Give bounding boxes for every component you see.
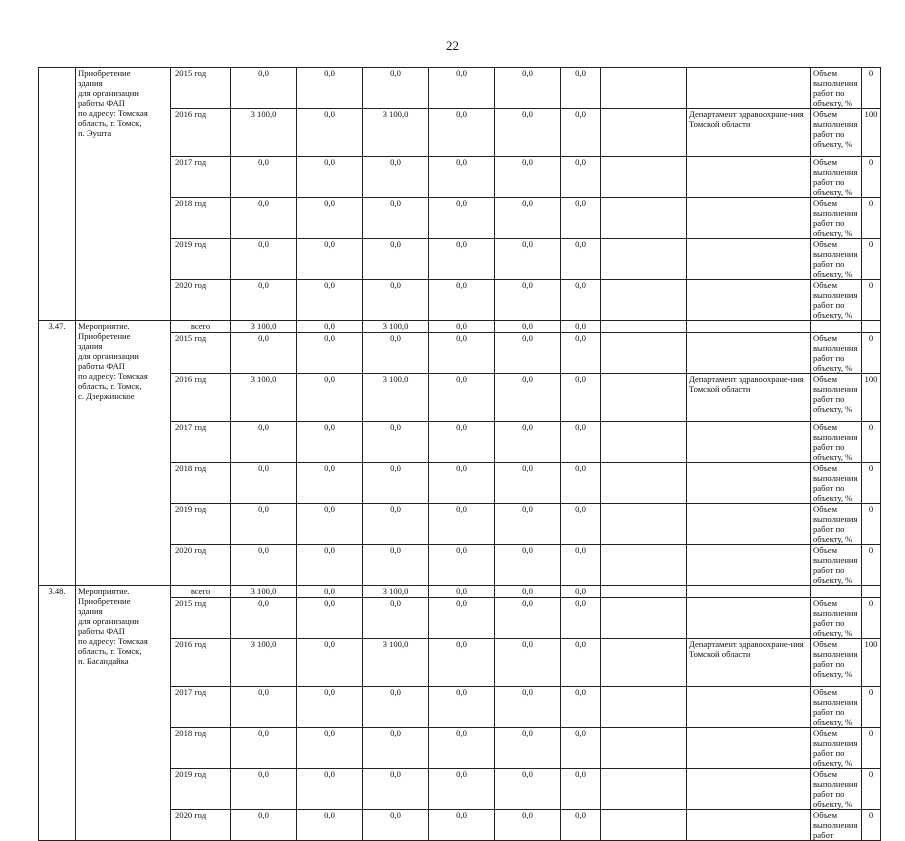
amount-cell: 0,0 (429, 109, 495, 157)
item-number (39, 68, 76, 321)
amount-cell: 0,0 (297, 687, 363, 728)
empty-cell (601, 333, 687, 374)
amount-cell: 0,0 (363, 728, 429, 769)
amount-cell: 0,0 (561, 157, 601, 198)
item-name: Приобретение здания для организации работы ФАП по адресу: Томская область, г. Томск, п. Эушта (76, 68, 171, 321)
amount-cell: 0,0 (297, 545, 363, 586)
department-cell (687, 504, 811, 545)
amount-cell: 0,0 (561, 422, 601, 463)
empty-cell (601, 504, 687, 545)
indicator-value: 100 (862, 374, 881, 422)
table-row (39, 321, 881, 333)
item-number: 3.47. (39, 321, 76, 586)
amount-cell: 3 100,0 (231, 374, 297, 422)
amount-cell: 0,0 (495, 374, 561, 422)
empty-cell (601, 422, 687, 463)
amount-cell: 0,0 (495, 810, 561, 841)
indicator-cell: Объем выполнения работ по объекту, % (811, 374, 862, 422)
amount-cell: 0,0 (231, 333, 297, 374)
item-name: Мероприятие. Приобретение здания для организации работы ФАП по адресу: Томская область, г. Томск, с. Дзержинское (76, 321, 171, 586)
amount-cell: 0,0 (231, 198, 297, 239)
table-body (39, 68, 881, 841)
indicator-value: 100 (862, 109, 881, 157)
indicator-cell: Объем выполнения работ по объекту, % (811, 728, 862, 769)
amount-cell: 0,0 (297, 374, 363, 422)
amount-cell: 0,0 (297, 463, 363, 504)
year-cell: 2015 год (171, 68, 231, 109)
amount-cell: 0,0 (429, 728, 495, 769)
amount-cell: 0,0 (429, 504, 495, 545)
year-cell: 2016 год (171, 639, 231, 687)
item-name: Мероприятие. Приобретение здания для организации работы ФАП по адресу: Томская область, г. Томск, п. Басандайка (76, 586, 171, 841)
amount-cell: 0,0 (561, 198, 601, 239)
amount-cell: 0,0 (231, 463, 297, 504)
amount-cell: 3 100,0 (231, 109, 297, 157)
empty-cell (601, 321, 687, 333)
department-cell (687, 687, 811, 728)
indicator-value: 0 (862, 239, 881, 280)
amount-cell: 0,0 (363, 422, 429, 463)
amount-cell: 0,0 (297, 321, 363, 333)
amount-cell: 0,0 (561, 463, 601, 504)
indicator-value: 0 (862, 68, 881, 109)
year-cell: 2015 год (171, 333, 231, 374)
department-cell (687, 333, 811, 374)
department-cell (687, 68, 811, 109)
indicator-cell (811, 321, 862, 333)
amount-cell: 0,0 (231, 280, 297, 321)
amount-cell: 0,0 (561, 280, 601, 321)
indicator-cell: Объем выполнения работ по объекту, % (811, 545, 862, 586)
amount-cell: 0,0 (495, 239, 561, 280)
empty-cell (601, 109, 687, 157)
department-cell: Департамент здравоохране-ния Томской области (687, 374, 811, 422)
empty-cell (601, 68, 687, 109)
program-table (38, 67, 881, 841)
amount-cell: 0,0 (231, 157, 297, 198)
amount-cell: 0,0 (561, 321, 601, 333)
amount-cell: 0,0 (231, 769, 297, 810)
year-cell: всего (171, 586, 231, 598)
amount-cell: 0,0 (495, 769, 561, 810)
indicator-cell: Объем выполнения работ по объекту, % (811, 598, 862, 639)
amount-cell: 0,0 (495, 586, 561, 598)
indicator-cell: Объем выполнения работ по объекту, % (811, 333, 862, 374)
amount-cell: 0,0 (495, 463, 561, 504)
indicator-value: 0 (862, 545, 881, 586)
year-cell: 2018 год (171, 463, 231, 504)
amount-cell: 0,0 (363, 157, 429, 198)
year-cell: 2020 год (171, 810, 231, 841)
indicator-value: 0 (862, 280, 881, 321)
year-cell: 2016 год (171, 109, 231, 157)
amount-cell: 0,0 (561, 639, 601, 687)
year-cell: 2020 год (171, 545, 231, 586)
indicator-cell: Объем выполнения работ по объекту, % (811, 157, 862, 198)
amount-cell: 0,0 (297, 239, 363, 280)
year-cell: всего (171, 321, 231, 333)
amount-cell: 0,0 (363, 598, 429, 639)
amount-cell: 0,0 (231, 728, 297, 769)
indicator-value: 0 (862, 504, 881, 545)
page-number: 22 (446, 38, 459, 53)
empty-cell (601, 586, 687, 598)
empty-cell (601, 769, 687, 810)
amount-cell: 3 100,0 (231, 321, 297, 333)
amount-cell: 0,0 (561, 728, 601, 769)
department-cell (687, 280, 811, 321)
amount-cell: 0,0 (363, 545, 429, 586)
amount-cell: 0,0 (429, 157, 495, 198)
department-cell (687, 598, 811, 639)
amount-cell: 0,0 (363, 769, 429, 810)
indicator-cell (811, 586, 862, 598)
department-cell (687, 157, 811, 198)
amount-cell: 0,0 (561, 598, 601, 639)
amount-cell: 0,0 (495, 598, 561, 639)
indicator-value: 0 (862, 463, 881, 504)
indicator-cell: Объем выполнения работ (811, 810, 862, 841)
empty-cell (601, 374, 687, 422)
amount-cell: 0,0 (363, 504, 429, 545)
amount-cell: 0,0 (363, 463, 429, 504)
indicator-cell: Объем выполнения работ по объекту, % (811, 68, 862, 109)
amount-cell: 0,0 (363, 810, 429, 841)
year-cell: 2017 год (171, 157, 231, 198)
amount-cell: 0,0 (495, 157, 561, 198)
department-cell (687, 463, 811, 504)
amount-cell: 0,0 (495, 422, 561, 463)
amount-cell: 0,0 (429, 422, 495, 463)
amount-cell: 0,0 (429, 321, 495, 333)
indicator-value: 0 (862, 333, 881, 374)
department-cell (687, 545, 811, 586)
amount-cell: 0,0 (429, 687, 495, 728)
amount-cell: 0,0 (429, 333, 495, 374)
amount-cell: 0,0 (561, 504, 601, 545)
amount-cell: 0,0 (495, 109, 561, 157)
amount-cell: 0,0 (495, 68, 561, 109)
amount-cell: 0,0 (297, 198, 363, 239)
year-cell: 2015 год (171, 598, 231, 639)
department-cell (687, 239, 811, 280)
indicator-value: 0 (862, 769, 881, 810)
department-cell (687, 198, 811, 239)
amount-cell: 0,0 (429, 280, 495, 321)
indicator-cell: Объем выполнения работ по объекту, % (811, 198, 862, 239)
indicator-value: 0 (862, 728, 881, 769)
amount-cell: 3 100,0 (363, 109, 429, 157)
indicator-cell: Объем выполнения работ по объекту, % (811, 504, 862, 545)
amount-cell: 0,0 (297, 810, 363, 841)
amount-cell: 0,0 (363, 687, 429, 728)
year-cell: 2018 год (171, 728, 231, 769)
indicator-cell: Объем выполнения работ по объекту, % (811, 109, 862, 157)
department-cell (687, 728, 811, 769)
amount-cell: 0,0 (231, 68, 297, 109)
amount-cell: 0,0 (561, 586, 601, 598)
amount-cell: 0,0 (363, 68, 429, 109)
empty-cell (601, 463, 687, 504)
amount-cell: 0,0 (297, 586, 363, 598)
department-cell (687, 422, 811, 463)
amount-cell: 0,0 (429, 198, 495, 239)
amount-cell: 0,0 (297, 728, 363, 769)
amount-cell: 3 100,0 (363, 639, 429, 687)
amount-cell: 0,0 (495, 687, 561, 728)
indicator-value: 0 (862, 598, 881, 639)
year-cell: 2016 год (171, 374, 231, 422)
amount-cell: 0,0 (429, 374, 495, 422)
amount-cell: 0,0 (561, 545, 601, 586)
amount-cell: 0,0 (297, 769, 363, 810)
empty-cell (601, 728, 687, 769)
amount-cell: 0,0 (429, 769, 495, 810)
empty-cell (601, 810, 687, 841)
year-cell: 2019 год (171, 239, 231, 280)
empty-cell (601, 157, 687, 198)
department-cell (687, 586, 811, 598)
amount-cell: 0,0 (363, 239, 429, 280)
amount-cell: 0,0 (495, 639, 561, 687)
amount-cell: 0,0 (495, 333, 561, 374)
empty-cell (601, 545, 687, 586)
amount-cell: 0,0 (495, 321, 561, 333)
year-cell: 2019 год (171, 504, 231, 545)
amount-cell: 0,0 (429, 68, 495, 109)
indicator-value: 0 (862, 810, 881, 841)
indicator-cell: Объем выполнения работ по объекту, % (811, 463, 862, 504)
indicator-value: 0 (862, 198, 881, 239)
indicator-value: 100 (862, 639, 881, 687)
amount-cell: 0,0 (495, 728, 561, 769)
year-cell: 2017 год (171, 422, 231, 463)
amount-cell: 0,0 (429, 639, 495, 687)
amount-cell: 0,0 (297, 598, 363, 639)
year-cell: 2017 год (171, 687, 231, 728)
amount-cell: 0,0 (561, 68, 601, 109)
year-cell: 2019 год (171, 769, 231, 810)
amount-cell: 0,0 (429, 598, 495, 639)
department-cell: Департамент здравоохране-ния Томской области (687, 109, 811, 157)
indicator-value: 0 (862, 422, 881, 463)
indicator-cell: Объем выполнения работ по объекту, % (811, 769, 862, 810)
amount-cell: 0,0 (231, 239, 297, 280)
amount-cell: 0,0 (297, 333, 363, 374)
amount-cell: 0,0 (363, 198, 429, 239)
amount-cell: 3 100,0 (363, 374, 429, 422)
indicator-value (862, 321, 881, 333)
amount-cell: 0,0 (495, 504, 561, 545)
year-cell: 2020 год (171, 280, 231, 321)
indicator-value (862, 586, 881, 598)
amount-cell: 0,0 (297, 109, 363, 157)
amount-cell: 0,0 (561, 687, 601, 728)
amount-cell: 0,0 (561, 810, 601, 841)
amount-cell: 0,0 (297, 422, 363, 463)
amount-cell: 0,0 (561, 109, 601, 157)
amount-cell: 0,0 (429, 239, 495, 280)
amount-cell: 3 100,0 (363, 586, 429, 598)
empty-cell (601, 639, 687, 687)
empty-cell (601, 598, 687, 639)
amount-cell: 0,0 (297, 68, 363, 109)
amount-cell: 0,0 (429, 586, 495, 598)
year-cell: 2018 год (171, 198, 231, 239)
amount-cell: 0,0 (363, 333, 429, 374)
empty-cell (601, 687, 687, 728)
amount-cell: 0,0 (231, 598, 297, 639)
table-row (39, 68, 881, 109)
amount-cell: 0,0 (429, 545, 495, 586)
amount-cell: 0,0 (297, 639, 363, 687)
department-cell (687, 810, 811, 841)
amount-cell: 0,0 (231, 422, 297, 463)
empty-cell (601, 239, 687, 280)
amount-cell: 0,0 (231, 687, 297, 728)
indicator-cell: Объем выполнения работ по объекту, % (811, 422, 862, 463)
table-row (39, 586, 881, 598)
amount-cell: 0,0 (297, 157, 363, 198)
amount-cell: 0,0 (495, 198, 561, 239)
amount-cell: 0,0 (429, 463, 495, 504)
empty-cell (601, 280, 687, 321)
department-cell (687, 321, 811, 333)
amount-cell: 0,0 (561, 374, 601, 422)
amount-cell: 0,0 (495, 545, 561, 586)
item-number: 3.48. (39, 586, 76, 841)
amount-cell: 3 100,0 (231, 639, 297, 687)
amount-cell: 0,0 (561, 239, 601, 280)
department-cell: Департамент здравоохране-ния Томской области (687, 639, 811, 687)
indicator-cell: Объем выполнения работ по объекту, % (811, 639, 862, 687)
amount-cell: 0,0 (297, 280, 363, 321)
amount-cell: 0,0 (429, 810, 495, 841)
amount-cell: 0,0 (231, 545, 297, 586)
department-cell (687, 769, 811, 810)
indicator-cell: Объем выполнения работ по объекту, % (811, 239, 862, 280)
amount-cell: 0,0 (561, 333, 601, 374)
amount-cell: 0,0 (231, 810, 297, 841)
indicator-cell: Объем выполнения работ по объекту, % (811, 687, 862, 728)
indicator-value: 0 (862, 157, 881, 198)
empty-cell (601, 198, 687, 239)
amount-cell: 3 100,0 (231, 586, 297, 598)
amount-cell: 0,0 (561, 769, 601, 810)
amount-cell: 0,0 (231, 504, 297, 545)
indicator-cell: Объем выполнения работ по объекту, % (811, 280, 862, 321)
amount-cell: 0,0 (363, 280, 429, 321)
amount-cell: 0,0 (495, 280, 561, 321)
amount-cell: 3 100,0 (363, 321, 429, 333)
amount-cell: 0,0 (297, 504, 363, 545)
indicator-value: 0 (862, 687, 881, 728)
